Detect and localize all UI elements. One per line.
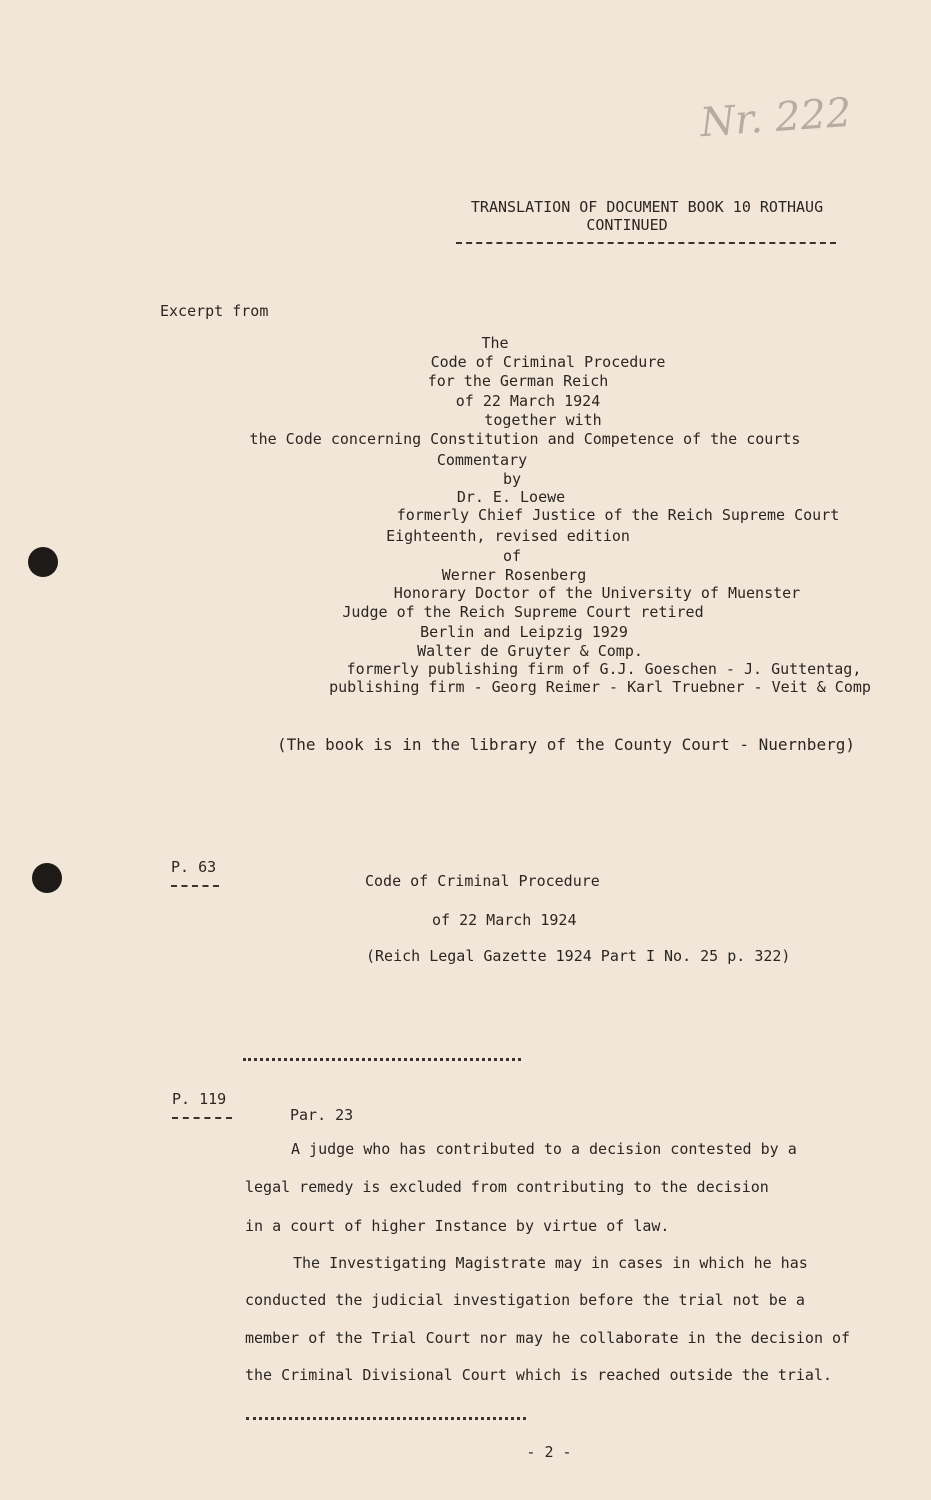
punch-hole-bottom (32, 863, 62, 893)
page-reference-63: P. 63 (171, 858, 217, 876)
library-note: (The book is in the library of the County Court - Nuernberg) (277, 735, 855, 754)
section-title: Code of Criminal Procedure (365, 872, 600, 890)
page-reference-underline (171, 885, 219, 887)
title-line: together with (484, 411, 602, 429)
paragraph-text-line: the Criminal Divisional Court which is reached outside the trial. (245, 1366, 832, 1384)
page-reference-underline (172, 1117, 232, 1119)
section-date: of 22 March 1924 (432, 911, 577, 929)
title-line: for the German Reich (427, 372, 609, 390)
gazette-reference: (Reich Legal Gazette 1924 Part I No. 25 p. 322) (366, 947, 791, 965)
title-line: The (481, 334, 509, 352)
paragraph-text-line: The Investigating Magistrate may in cases in which he has (293, 1254, 808, 1272)
title-line: Judge of the Reich Supreme Court retired (342, 603, 704, 621)
title-line: Werner Rosenberg (441, 566, 587, 584)
title-line: Dr. E. Loewe (456, 488, 566, 506)
page-number: - 2 - (526, 1443, 572, 1461)
title-line: Eighteenth, revised edition (386, 527, 630, 545)
paragraph-text-line: in a court of higher Instance by virtue of law. (245, 1217, 670, 1235)
dotted-separator (243, 1058, 521, 1061)
punch-hole-top (28, 547, 58, 577)
header-subtitle: CONTINUED (586, 216, 668, 234)
title-line: Code of Criminal Procedure (430, 353, 666, 371)
title-line: Berlin and Leipzig 1929 (420, 623, 628, 641)
paragraph-text-line: member of the Trial Court nor may he collaborate in the decision of (245, 1329, 851, 1347)
title-line: the Code concerning Constitution and Competence of the courts (249, 430, 801, 448)
page-reference-119: P. 119 (172, 1090, 227, 1108)
paragraph-label: Par. 23 (290, 1106, 354, 1124)
paragraph-text-line: A judge who has contributed to a decision contested by a (291, 1140, 797, 1158)
paragraph-text-line: conducted the judicial investigation before the trial not be a (245, 1291, 805, 1309)
title-line: formerly Chief Justice of the Reich Supreme Court (396, 506, 840, 524)
title-line: formerly publishing firm of G.J. Goeschen - J. Guttentag, (346, 660, 862, 678)
title-line: Walter de Gruyter & Comp. (417, 642, 643, 660)
dotted-separator (246, 1417, 526, 1420)
header-underline (456, 242, 836, 244)
title-line: Honorary Doctor of the University of Muenster (393, 584, 801, 602)
excerpt-label: Excerpt from (160, 302, 269, 320)
header-title: TRANSLATION OF DOCUMENT BOOK 10 ROTHAUG (470, 198, 824, 216)
title-line: publishing firm - Georg Reimer - Karl Truebner - Veit & Comp (329, 678, 871, 696)
title-line: of (502, 547, 522, 565)
title-line: of 22 March 1924 (455, 392, 601, 410)
title-line: Commentary (436, 451, 528, 469)
title-line: by (502, 470, 522, 488)
paragraph-text-line: legal remedy is excluded from contributing to the decision (245, 1178, 769, 1196)
handwritten-document-number: Nr. 222 (698, 89, 853, 147)
